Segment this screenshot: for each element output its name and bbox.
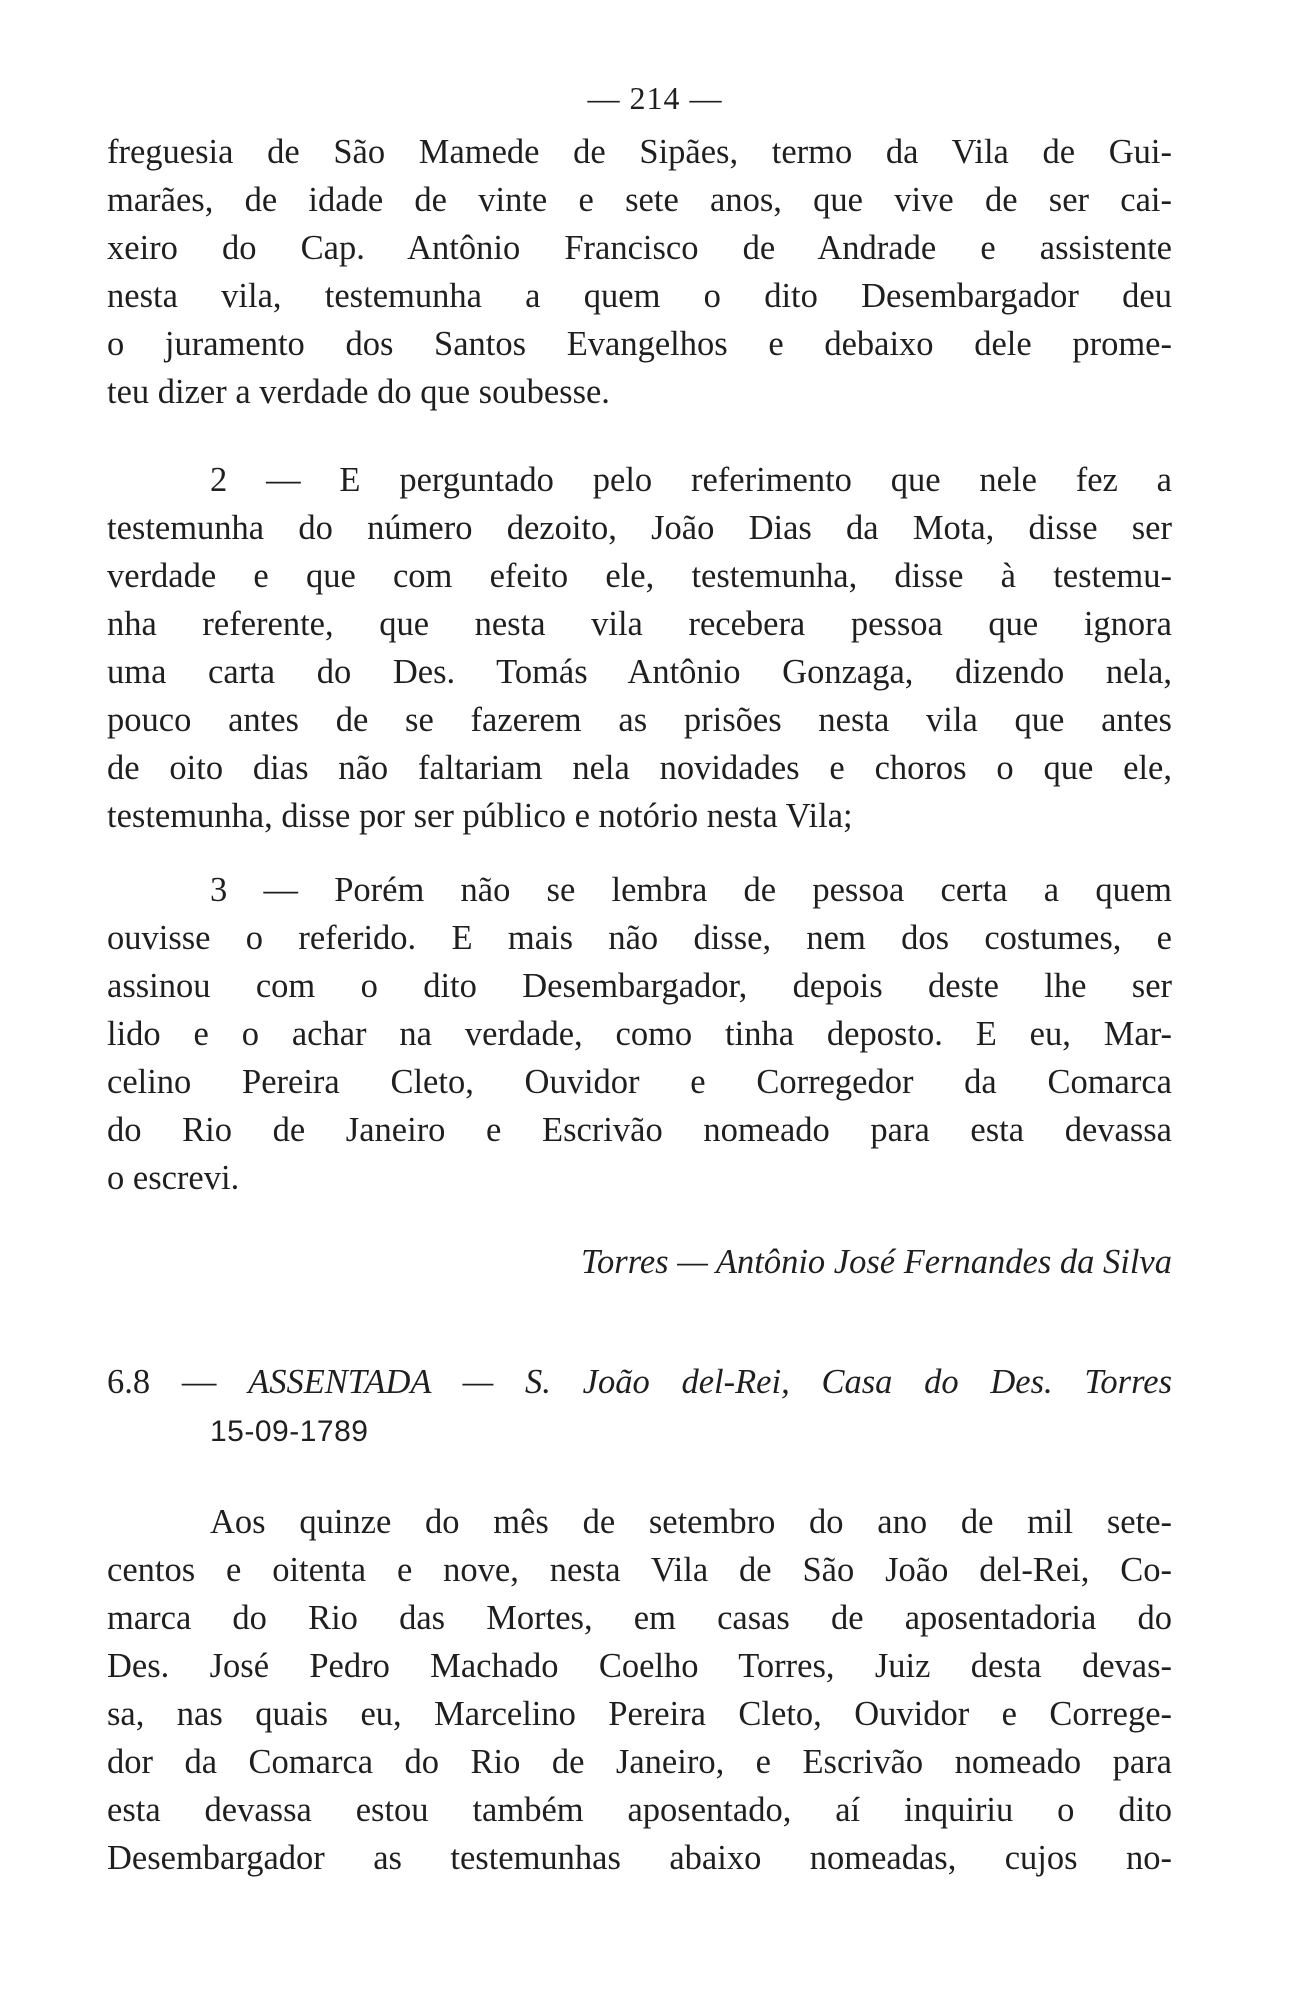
text-line: pouco antes de se fazerem as prisões nesta vila que antes [107, 701, 1172, 739]
text-line: nha referente, que nesta vila recebera pessoa que ignora [107, 605, 1172, 643]
text-line: Desembargador as testemunhas abaixo nomeadas, cujos no- [107, 1839, 1172, 1877]
text-line: freguesia de São Mamede de Sipães, termo da Vila de Gui- [107, 133, 1172, 171]
text-line: assinou com o dito Desembargador, depois deste lhe ser [107, 967, 1172, 1005]
text-line: testemunha do número dezoito, João Dias da Mota, disse ser [107, 509, 1172, 547]
text-line: teu dizer a verdade do que soubesse. [107, 373, 610, 411]
text-line: Des. José Pedro Machado Coelho Torres, Juiz desta devas- [107, 1647, 1172, 1685]
text-line: lido e o achar na verdade, como tinha deposto. E eu, Mar- [107, 1015, 1172, 1053]
text-line: uma carta do Des. Tomás Antônio Gonzaga, dizendo nela, [107, 653, 1172, 691]
text-line: Aos quinze do mês de setembro do ano de mil sete- [210, 1503, 1172, 1541]
text-line: xeiro do Cap. Antônio Francisco de Andrade e assistente [107, 229, 1172, 267]
signature: Torres — Antônio José Fernandes da Silva [581, 1243, 1172, 1281]
text-line: verdade e que com efeito ele, testemunha, disse à testemu- [107, 557, 1172, 595]
text-line: de oito dias não faltariam nela novidades e choros o que ele, [107, 749, 1172, 787]
text-line: sa, nas quais eu, Marcelino Pereira Cleto, Ouvidor e Correge- [107, 1695, 1172, 1733]
text-line: centos e oitenta e nove, nesta Vila de São João del-Rei, Co- [107, 1551, 1172, 1589]
page-number: — 214 — [587, 80, 723, 116]
text-line: 3 — Porém não se lembra de pessoa certa a quem [210, 871, 1172, 909]
text-line: ouvisse o referido. E mais não disse, nem dos costumes, e [107, 919, 1172, 957]
section-heading [107, 1358, 1172, 1406]
text-line: celino Pereira Cleto, Ouvidor e Corregedor da Comarca [107, 1063, 1172, 1101]
section-date: 15-09-1789 [210, 1415, 369, 1448]
text-line: nesta vila, testemunha a quem o dito Desembargador deu [107, 277, 1172, 315]
text-line: dor da Comarca do Rio de Janeiro, e Escrivão nomeado para [107, 1743, 1172, 1781]
text-line: 2 — E perguntado pelo referimento que nele fez a [210, 461, 1172, 499]
text-line: esta devassa estou também aposentado, aí inquiriu o dito [107, 1791, 1172, 1829]
text-line: marca do Rio das Mortes, em casas de aposentadoria do [107, 1599, 1172, 1637]
text-line: o escrevi. [107, 1159, 240, 1197]
text-line: testemunha, disse por ser público e notório nesta Vila; [107, 797, 853, 835]
text-line: do Rio de Janeiro e Escrivão nomeado para esta devassa [107, 1111, 1172, 1149]
section-title: ASSENTADA — S. João del-Rei, Casa do Des. Torres [248, 1363, 1172, 1401]
text-line: o juramento dos Santos Evangelhos e debaixo dele prome- [107, 325, 1172, 363]
section-number: 6.8 — [107, 1363, 217, 1401]
text-line: marães, de idade de vinte e sete anos, que vive de ser cai- [107, 181, 1172, 219]
